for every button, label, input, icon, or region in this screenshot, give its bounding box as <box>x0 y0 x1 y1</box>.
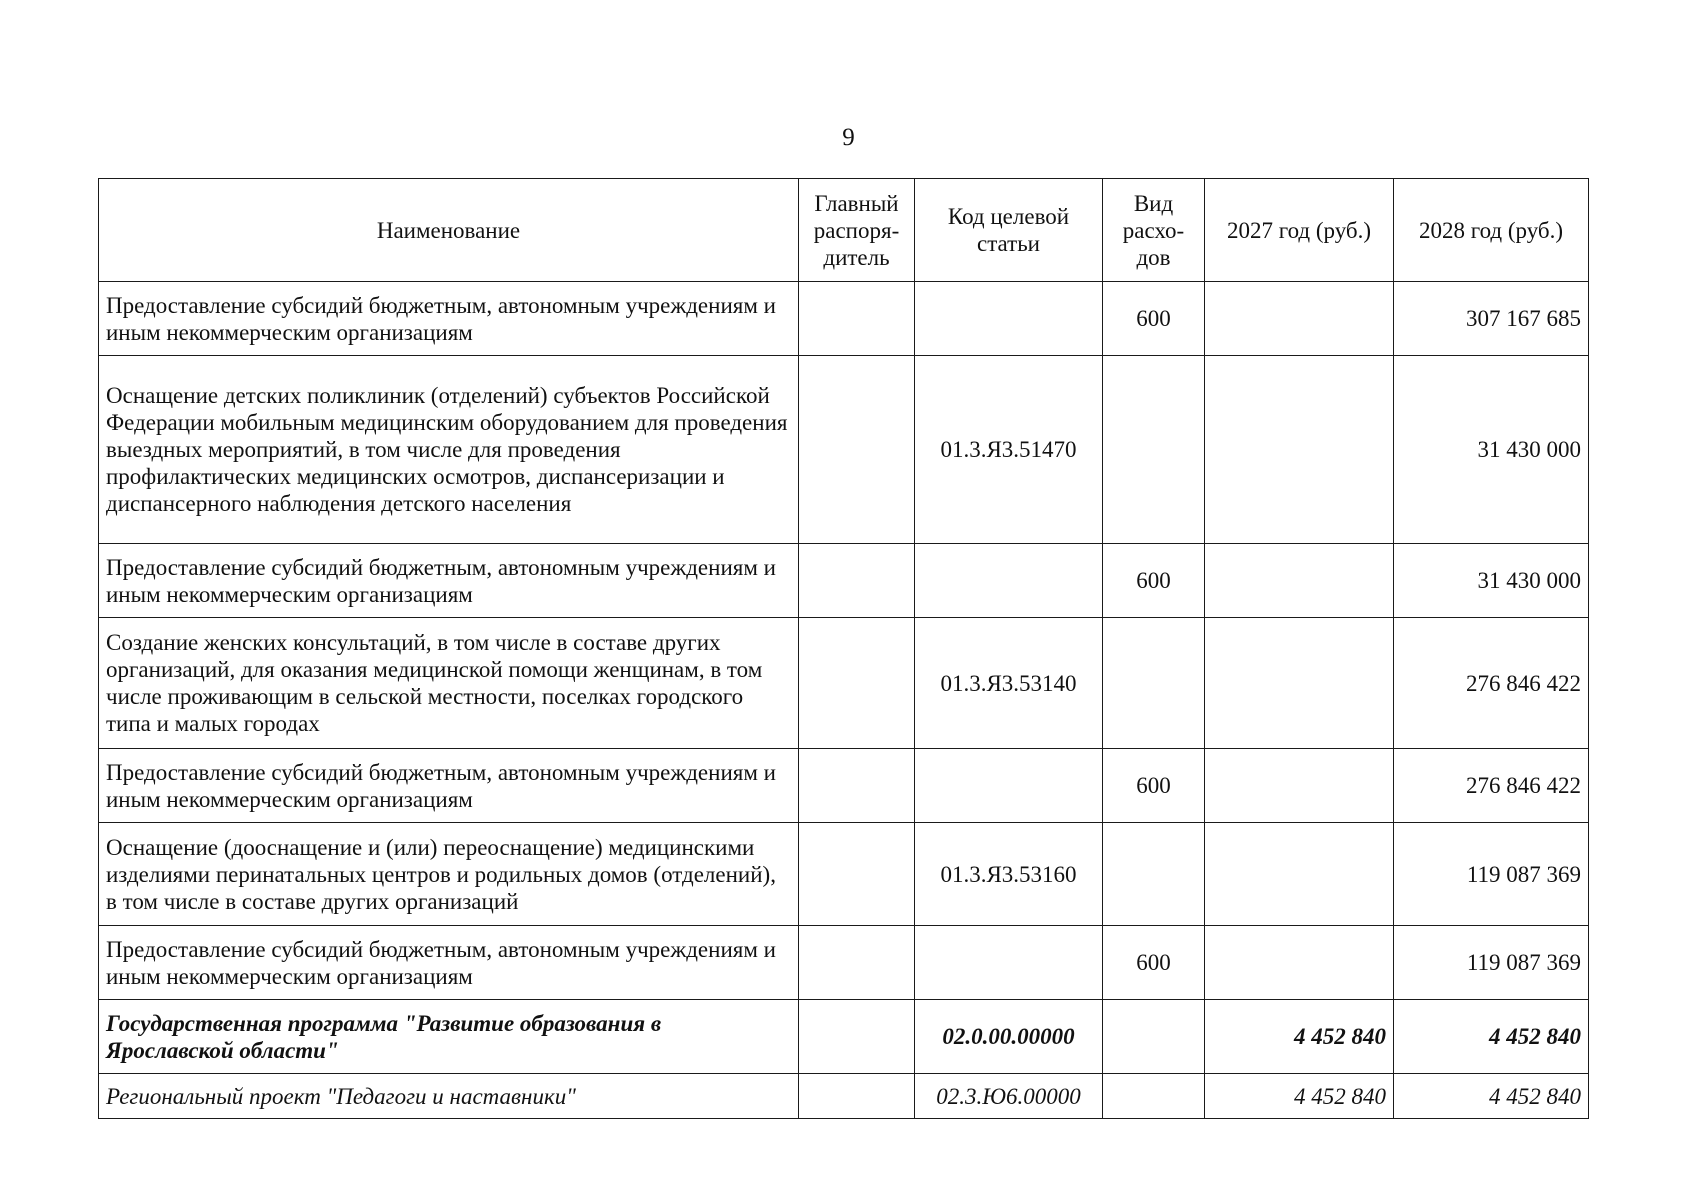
cell-2027 <box>1205 544 1394 618</box>
cell-code: 01.3.Я3.53140 <box>915 618 1103 749</box>
cell-2027: 4 452 840 <box>1205 1074 1394 1119</box>
cell-type <box>1103 356 1205 544</box>
cell-2027 <box>1205 823 1394 926</box>
cell-type <box>1103 823 1205 926</box>
cell-code <box>915 282 1103 356</box>
cell-type <box>1103 1074 1205 1119</box>
header-manager: Главный распоря-дитель <box>799 179 915 282</box>
cell-2028: 119 087 369 <box>1394 926 1589 1000</box>
header-name: Наименование <box>99 179 799 282</box>
table-header-row <box>99 179 1589 282</box>
table-row <box>99 749 1589 823</box>
cell-name: Создание женских консультаций, в том числе в составе других организаций, для оказания медицинской помощи женщинам, в том числе проживающим в сельской местности, поселках городского типа и малых городах <box>99 618 799 749</box>
table-row <box>99 618 1589 749</box>
cell-manager <box>799 618 915 749</box>
table-row <box>99 282 1589 356</box>
budget-table <box>98 178 1589 1119</box>
cell-manager <box>799 823 915 926</box>
cell-code: 02.0.00.00000 <box>915 1000 1103 1074</box>
cell-2028: 4 452 840 <box>1394 1000 1589 1074</box>
cell-code <box>915 749 1103 823</box>
cell-code <box>915 926 1103 1000</box>
cell-name: Государственная программа "Развитие образования в Ярославской области" <box>99 1000 799 1074</box>
page-number: 9 <box>842 124 855 151</box>
table-row <box>99 1000 1589 1074</box>
cell-2027 <box>1205 926 1394 1000</box>
cell-name: Предоставление субсидий бюджетным, автономным учреждениям и иным некоммерческим организациям <box>99 544 799 618</box>
cell-type <box>1103 618 1205 749</box>
cell-code: 01.3.Я3.53160 <box>915 823 1103 926</box>
cell-name: Региональный проект "Педагоги и наставники" <box>99 1074 799 1119</box>
cell-code: 02.3.Ю6.00000 <box>915 1074 1103 1119</box>
cell-type: 600 <box>1103 926 1205 1000</box>
table-row <box>99 544 1589 618</box>
cell-2028: 276 846 422 <box>1394 618 1589 749</box>
cell-2027 <box>1205 749 1394 823</box>
cell-type: 600 <box>1103 544 1205 618</box>
header-target-code: Код целевой статьи <box>915 179 1103 282</box>
header-expense-type: Вид расхо-дов <box>1103 179 1205 282</box>
cell-2027 <box>1205 356 1394 544</box>
cell-2028: 4 452 840 <box>1394 1074 1589 1119</box>
cell-2028: 276 846 422 <box>1394 749 1589 823</box>
header-year-2027: 2027 год (руб.) <box>1205 179 1394 282</box>
cell-name: Оснащение детских поликлиник (отделений) субъектов Российской Федерации мобильным медицинским оборудованием для проведения выездных мероприятий, в том числе для проведения профилактических медицинских осмотров, диспансеризации и диспансерного наблюдения детского населения <box>99 356 799 544</box>
cell-code: 01.3.Я3.51470 <box>915 356 1103 544</box>
cell-name: Оснащение (дооснащение и (или) переоснащение) медицинскими изделиями перинатальных центров и родильных домов (отделений), в том числе в составе других организаций <box>99 823 799 926</box>
cell-name: Предоставление субсидий бюджетным, автономным учреждениям и иным некоммерческим организациям <box>99 926 799 1000</box>
cell-manager <box>799 749 915 823</box>
cell-type: 600 <box>1103 282 1205 356</box>
table-row <box>99 926 1589 1000</box>
cell-manager <box>799 282 915 356</box>
cell-2028: 307 167 685 <box>1394 282 1589 356</box>
cell-manager <box>799 544 915 618</box>
cell-2027 <box>1205 282 1394 356</box>
cell-code <box>915 544 1103 618</box>
cell-type <box>1103 1000 1205 1074</box>
cell-name: Предоставление субсидий бюджетным, автономным учреждениям и иным некоммерческим организациям <box>99 282 799 356</box>
cell-type: 600 <box>1103 749 1205 823</box>
cell-manager <box>799 926 915 1000</box>
cell-2027 <box>1205 618 1394 749</box>
cell-manager <box>799 1000 915 1074</box>
cell-2028: 31 430 000 <box>1394 356 1589 544</box>
cell-manager <box>799 356 915 544</box>
cell-2028: 31 430 000 <box>1394 544 1589 618</box>
table-row <box>99 356 1589 544</box>
table-row <box>99 823 1589 926</box>
cell-2028: 119 087 369 <box>1394 823 1589 926</box>
cell-manager <box>799 1074 915 1119</box>
cell-name: Предоставление субсидий бюджетным, автономным учреждениям и иным некоммерческим организациям <box>99 749 799 823</box>
header-year-2028: 2028 год (руб.) <box>1394 179 1589 282</box>
table-row <box>99 1074 1589 1119</box>
cell-2027: 4 452 840 <box>1205 1000 1394 1074</box>
